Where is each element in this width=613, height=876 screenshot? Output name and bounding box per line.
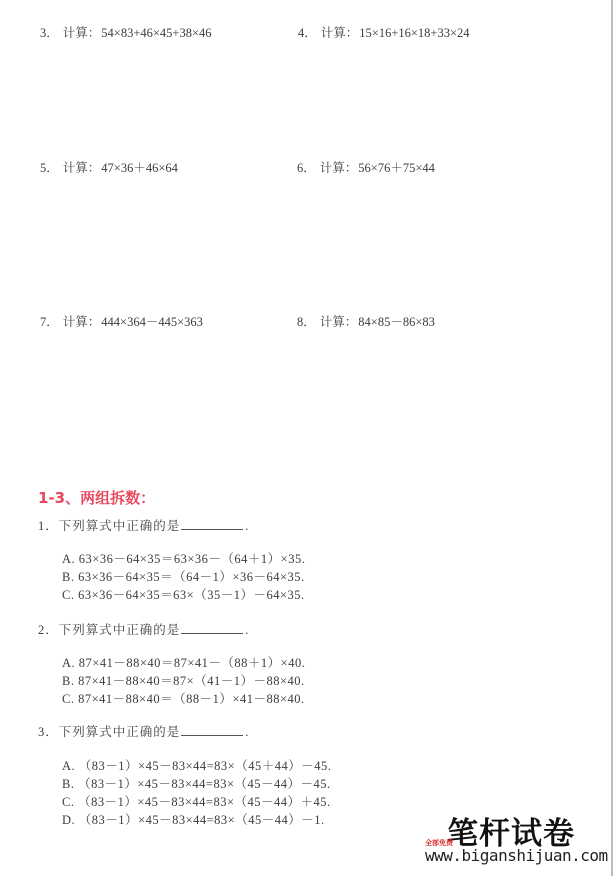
question-1-option-c: C. 63×36－64×35＝63×（35－1）－64×35. <box>62 588 305 602</box>
question-2 <box>38 620 249 638</box>
calc-problem-7 <box>40 312 203 330</box>
question-stem: 2．下列算式中正确的是 <box>38 623 181 637</box>
problem-label: 计算： <box>62 161 101 175</box>
problem-expression: 84×85－86×83 <box>358 315 435 329</box>
question-stem: 3．下列算式中正确的是 <box>38 725 181 739</box>
question-end: . <box>245 519 250 533</box>
question-2-option-c: C. 87×41－88×40＝（88－1）×41－88×40. <box>62 692 305 706</box>
problem-number: 5． <box>40 161 59 175</box>
question-end: . <box>245 623 250 637</box>
calc-problem-6 <box>297 158 435 176</box>
question-3-option-a: A. （83－1）×45－83×44=83×（45＋44）－45. <box>62 759 332 773</box>
problem-number: 4． <box>298 26 317 40</box>
problem-number: 3． <box>40 26 59 40</box>
problem-label: 计算： <box>62 315 101 329</box>
problem-label: 计算： <box>62 26 101 40</box>
watermark-url: www.biganshijuan.com <box>425 846 608 865</box>
question-1 <box>38 516 249 534</box>
calc-problem-3 <box>40 23 212 41</box>
calc-problem-8 <box>297 312 435 330</box>
watermark-logo <box>425 808 608 868</box>
problem-number: 8． <box>297 315 316 329</box>
question-1-option-a: A. 63×36－64×35＝63×36－（64＋1）×35. <box>62 552 306 566</box>
problem-expression: 15×16+16×18+33×24 <box>359 26 470 40</box>
question-2-option-b: B. 87×41－88×40＝87×（41－1）－88×40. <box>62 674 305 688</box>
question-3-option-c: C. （83－1）×45－83×44=83×（45－44）＋45. <box>62 795 331 809</box>
question-2-option-a: A. 87×41－88×40＝87×41－（88＋1）×40. <box>62 656 306 670</box>
calc-problem-5 <box>40 158 178 176</box>
problem-label: 计算： <box>319 161 358 175</box>
problem-expression: 56×76＋75×44 <box>358 161 435 175</box>
question-3-option-b: B. （83－1）×45－83×44=83×（45－44）－45. <box>62 777 331 791</box>
problem-number: 7． <box>40 315 59 329</box>
section-heading: 1-3、两组拆数： <box>38 489 156 507</box>
question-3-option-d: D. （83－1）×45－83×44=83×（45－44）－1. <box>62 813 325 827</box>
question-end: . <box>245 725 250 739</box>
answer-blank[interactable] <box>181 622 243 634</box>
problem-expression: 444×364－445×363 <box>101 315 203 329</box>
answer-blank[interactable] <box>181 724 243 736</box>
problem-number: 6． <box>297 161 316 175</box>
answer-blank[interactable] <box>181 518 243 530</box>
problem-expression: 54×83+46×45+38×46 <box>101 26 212 40</box>
problem-expression: 47×36＋46×64 <box>101 161 178 175</box>
question-1-option-b: B. 63×36－64×35＝（64－1）×36－64×35. <box>62 570 305 584</box>
question-3 <box>38 722 249 740</box>
problem-label: 计算： <box>320 26 359 40</box>
watermark-title: 笔杆试卷 <box>447 816 575 852</box>
calc-problem-4 <box>298 23 470 41</box>
problem-label: 计算： <box>319 315 358 329</box>
question-stem: 1．下列算式中正确的是 <box>38 519 181 533</box>
watermark-tag: 全部免费 <box>425 839 453 847</box>
